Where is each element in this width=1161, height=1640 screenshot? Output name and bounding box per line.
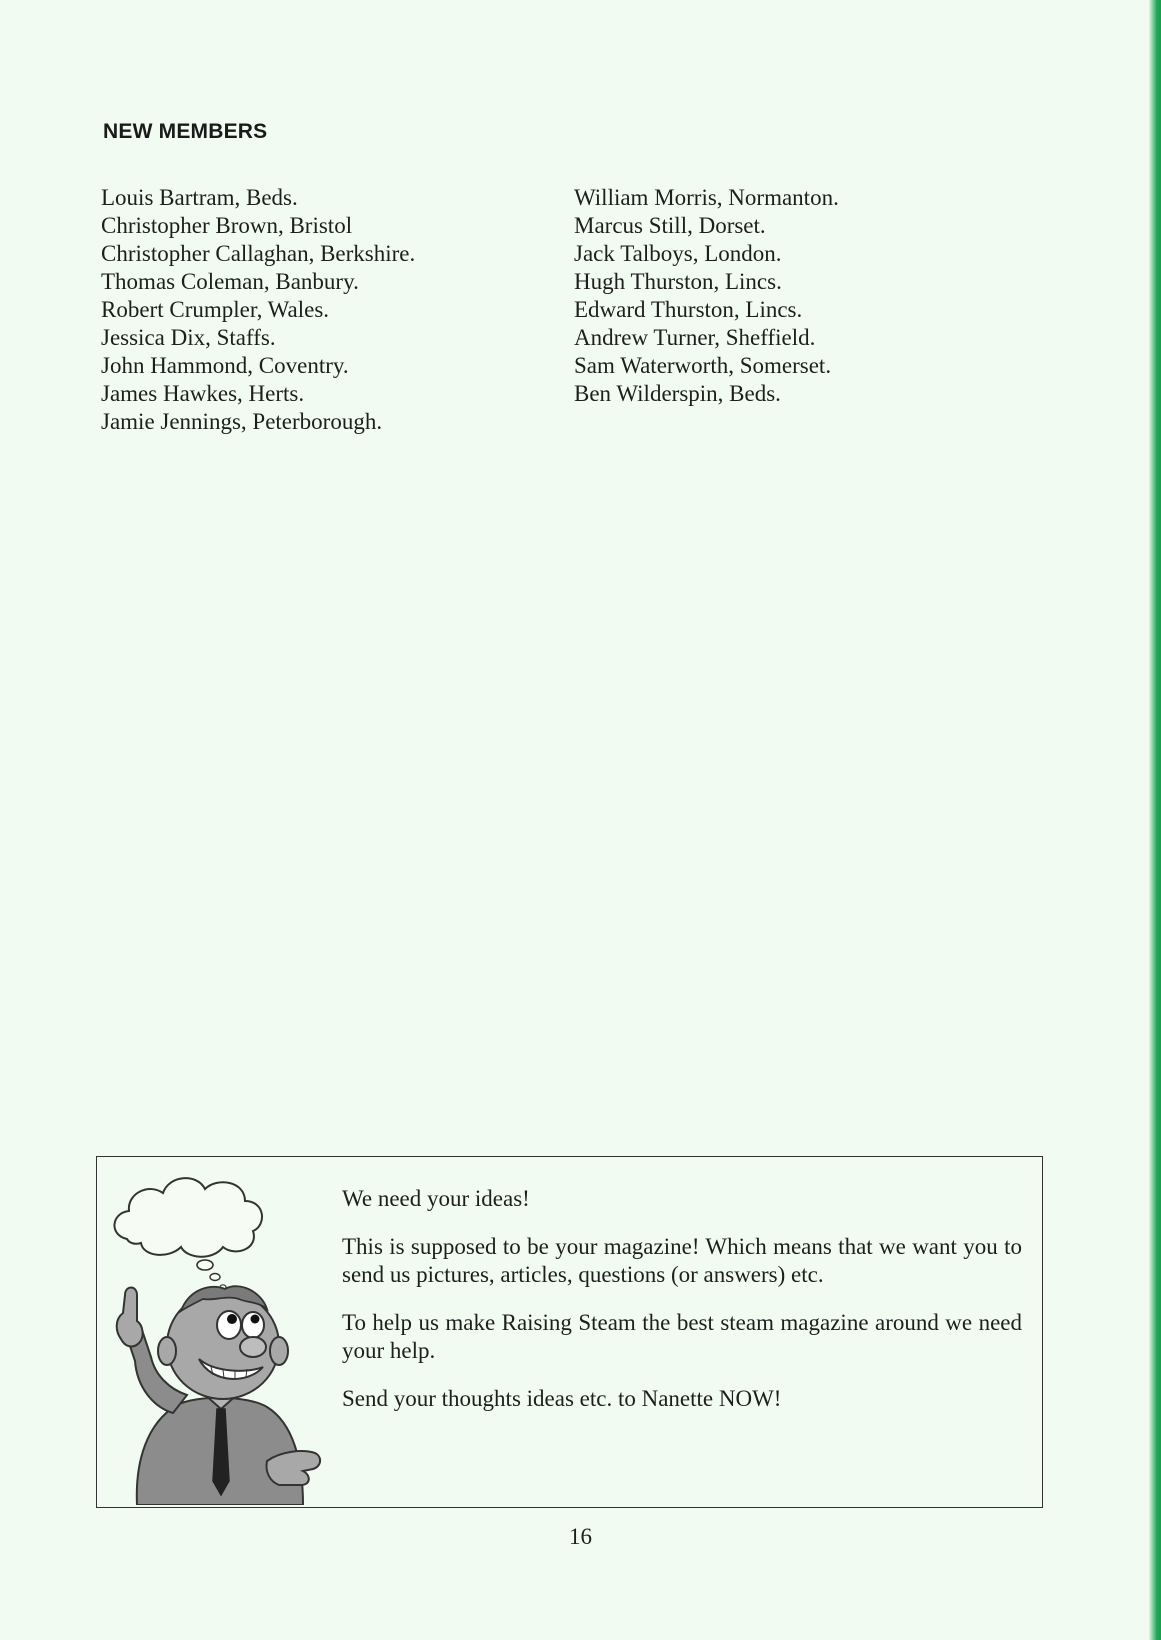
ideas-notice-box xyxy=(96,1156,1043,1508)
section-heading: NEW MEMBERS xyxy=(103,120,268,143)
member-item: Christopher Brown, Bristol xyxy=(101,213,353,238)
member-item: Ben Wilderspin, Beds. xyxy=(574,381,781,406)
thinking-man-icon xyxy=(107,1161,327,1505)
notice-paragraph: To help us make Raising Steam the best steam magazine around we need your help. xyxy=(342,1310,1022,1363)
member-item: Robert Crumpler, Wales. xyxy=(101,297,330,322)
member-item: William Morris, Normanton. xyxy=(574,185,839,210)
member-item: Christopher Callaghan, Berkshire. xyxy=(101,241,416,266)
page-number: 16 xyxy=(569,1524,592,1549)
member-item: Jessica Dix, Staffs. xyxy=(101,325,276,350)
notice-paragraph: Send your thoughts ideas etc. to Nanette NOW! xyxy=(342,1386,782,1411)
member-item: Jamie Jennings, Peterborough. xyxy=(101,409,383,434)
notice-paragraph: This is supposed to be your magazine! Which means that we want you to send us pictures, articles, questions (or answers) etc. xyxy=(342,1234,1022,1287)
member-item: Jack Talboys, London. xyxy=(574,241,782,266)
notice-text xyxy=(342,1185,1022,1433)
member-item: Sam Waterworth, Somerset. xyxy=(574,353,832,378)
member-item: Edward Thurston, Lincs. xyxy=(574,297,803,322)
notice-title: We need your ideas! xyxy=(342,1186,530,1211)
member-item: Hugh Thurston, Lincs. xyxy=(574,269,782,294)
members-list-right xyxy=(574,184,1014,408)
member-item: Louis Bartram, Beds. xyxy=(101,185,298,210)
page-edge-stripe xyxy=(1149,0,1161,1640)
member-item: James Hawkes, Herts. xyxy=(101,381,305,406)
member-item: Andrew Turner, Sheffield. xyxy=(574,325,816,350)
members-list-left xyxy=(101,184,541,436)
member-item: Thomas Coleman, Banbury. xyxy=(101,269,359,294)
member-item: John Hammond, Coventry. xyxy=(101,353,349,378)
member-item: Marcus Still, Dorset. xyxy=(574,213,766,238)
